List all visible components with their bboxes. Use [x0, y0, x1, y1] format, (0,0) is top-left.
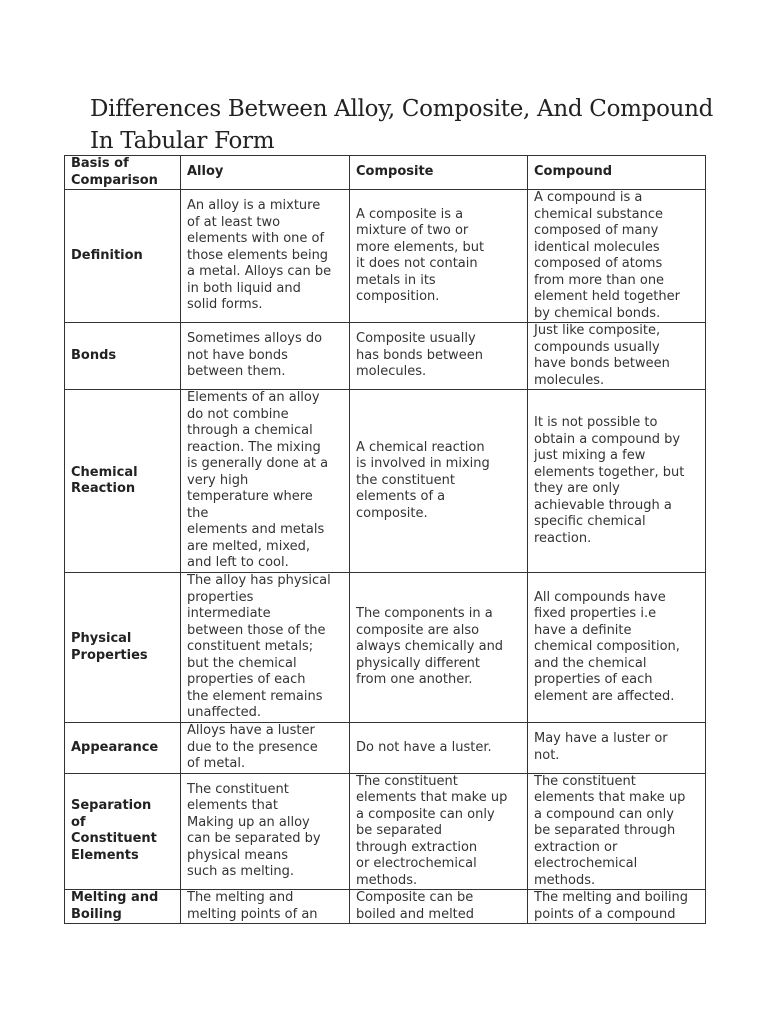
row-label: Definition — [65, 190, 181, 323]
header-basis: Basis of Comparison — [65, 156, 181, 190]
table-row-appearance — [65, 723, 706, 774]
cell-composite: The components in a composite are also always chemically and physically different from one another. — [350, 573, 528, 723]
cell-alloy: Alloys have a luster due to the presence of metal. — [181, 723, 350, 774]
header-composite: Composite — [350, 156, 528, 190]
cell-compound: Just like composite, compounds usually have bonds between molecules. — [528, 323, 706, 390]
cell-composite: Composite usually has bonds between molecules. — [350, 323, 528, 390]
cell-composite: The constituent elements that make up a composite can only be separated through extraction or electrochemical methods. — [350, 773, 528, 890]
row-label: Physical Properties — [65, 573, 181, 723]
cell-composite: A composite is a mixture of two or more elements, but it does not contain metals in its composition. — [350, 190, 528, 323]
cell-alloy: The melting and melting points of an — [181, 890, 350, 924]
header-alloy: Alloy — [181, 156, 350, 190]
row-label: Melting and Boiling — [65, 890, 181, 924]
cell-alloy: An alloy is a mixture of at least two elements with one of those elements being a metal. Alloys can be in both liquid and solid forms. — [181, 190, 350, 323]
header-compound: Compound — [528, 156, 706, 190]
row-label: Bonds — [65, 323, 181, 390]
cell-composite: A chemical reaction is involved in mixing the constituent elements of a composite. — [350, 390, 528, 573]
page-title: Differences Between Alloy, Composite, And Compound In Tabular Form — [90, 96, 714, 154]
cell-compound: The constituent elements that make up a compound can only be separated through extraction or electrochemical methods. — [528, 773, 706, 890]
cell-composite: Do not have a luster. — [350, 723, 528, 774]
cell-compound: A compound is a chemical substance composed of many identical molecules composed of atoms from more than one element held together by chemical bonds. — [528, 190, 706, 323]
cell-compound: The melting and boiling points of a compound — [528, 890, 706, 924]
table-row-melting-boiling — [65, 890, 706, 924]
table-row-physical-properties — [65, 573, 706, 723]
cell-compound: May have a luster or not. — [528, 723, 706, 774]
cell-composite: Composite can be boiled and melted — [350, 890, 528, 924]
comparison-table — [64, 155, 706, 924]
cell-alloy: Elements of an alloy do not combine through a chemical reaction. The mixing is generally done at a very high temperature where the elements and metals are melted, mixed, and left to cool. — [181, 390, 350, 573]
table-row-separation — [65, 773, 706, 890]
table-row-definition — [65, 190, 706, 323]
table-header-row — [65, 156, 706, 190]
table-row-chemical-reaction — [65, 390, 706, 573]
table-row-bonds — [65, 323, 706, 390]
cell-compound: It is not possible to obtain a compound by just mixing a few elements together, but they are only achievable through a specific chemical reaction. — [528, 390, 706, 573]
row-label: Chemical Reaction — [65, 390, 181, 573]
row-label: Separation of Constituent Elements — [65, 773, 181, 890]
cell-alloy: The constituent elements that Making up an alloy can be separated by physical means such as melting. — [181, 773, 350, 890]
cell-compound: All compounds have fixed properties i.e have a definite chemical composition, and the chemical properties of each element are affected. — [528, 573, 706, 723]
row-label: Appearance — [65, 723, 181, 774]
cell-alloy: Sometimes alloys do not have bonds between them. — [181, 323, 350, 390]
cell-alloy: The alloy has physical properties intermediate between those of the constituent metals; but the chemical properties of each the element remains unaffected. — [181, 573, 350, 723]
